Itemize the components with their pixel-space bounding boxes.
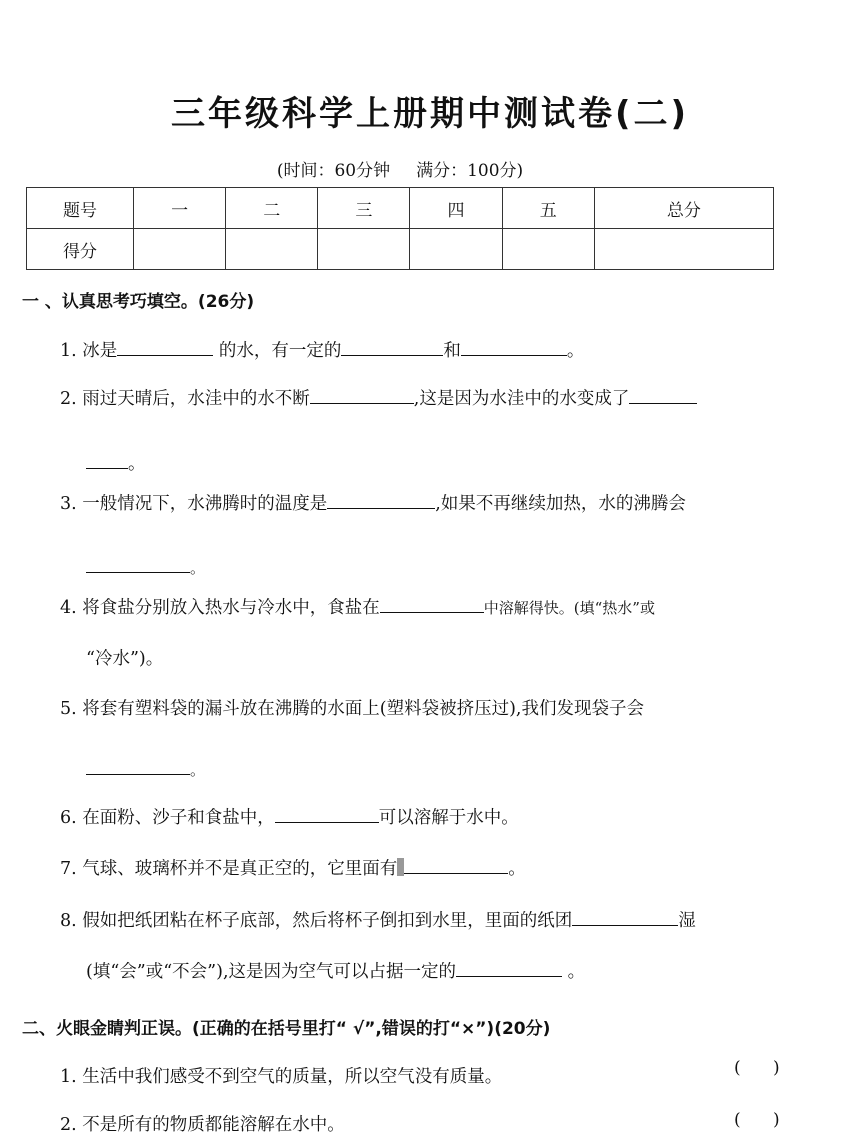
q1-text-b: 的水，有一定的 [213, 341, 342, 361]
score-table-score-row [27, 229, 774, 270]
q7-text-b: 。 [508, 859, 526, 879]
judge-item-1-answer[interactable]: ( ) [734, 1058, 780, 1078]
q6-blank-1[interactable] [275, 804, 379, 823]
q7-text-a: 7. 气球、玻璃杯并不是真正空的，它里面有 [60, 859, 398, 879]
q1-text-c: 和 [443, 341, 461, 361]
score-table-col-total: 总分 [594, 188, 773, 229]
judge-item-2-text: 2. 不是所有的物质都能溶解在水中。 [60, 1115, 345, 1135]
section1-heading: 一 、认真思考巧填空。(26分) [22, 292, 255, 312]
question-8 [60, 907, 696, 934]
q8-text-c: (填“会”或“不会”),这是因为空气可以占据一定的 [86, 962, 457, 982]
q2-blank-2-cont[interactable] [86, 450, 128, 469]
q2-blank-1[interactable] [310, 385, 414, 404]
q6-text-a: 6. 在面粉、沙子和食盐中， [60, 808, 275, 828]
q8-text-a: 8. 假如把纸团粘在杯子底部，然后将杯子倒扣到水里，里面的纸团 [60, 911, 573, 931]
q6-text-b: 可以溶解于水中。 [378, 808, 519, 828]
q2-text-a: 2. 雨过天晴后，水洼中的水不断 [60, 389, 310, 409]
question-2 [60, 385, 697, 412]
q3-blank-2[interactable] [86, 554, 190, 573]
score-table-header-label: 题号 [27, 188, 134, 229]
score-table-col-4: 四 [410, 188, 502, 229]
q3-text-c: 。 [190, 559, 206, 577]
q4-text-b: 中溶解得快。(填“热水”或 [483, 599, 655, 617]
judge-item-2 [60, 1112, 345, 1138]
q2-text-b: ,这是因为水洼中的水变成了 [413, 389, 630, 409]
score-cell-1[interactable] [134, 229, 226, 270]
q4-text-a: 4. 将食盐分别放入热水与冷水中，食盐在 [60, 598, 380, 618]
score-table [26, 187, 774, 270]
judge-item-2-answer[interactable]: ( ) [734, 1110, 780, 1130]
section2-heading: 二、火眼金睛判正误。(正确的在括号里打“ √”,错误的打“×”)(20分) [22, 1019, 551, 1039]
q5-text-c: 。 [190, 761, 206, 779]
q1-text-d: 。 [566, 341, 585, 361]
score-cell-4[interactable] [410, 229, 502, 270]
question-1 [60, 337, 584, 364]
question-5-continued [86, 756, 205, 783]
score-cell-total[interactable] [594, 229, 773, 270]
q2-blank-2[interactable] [629, 385, 697, 404]
question-7 [60, 855, 526, 882]
score-table-col-3: 三 [318, 188, 410, 229]
exam-time: (时间：60分钟 [276, 161, 391, 181]
q2-text-c: 。 [128, 454, 146, 474]
q1-blank-2[interactable] [341, 337, 443, 356]
score-cell-2[interactable] [226, 229, 318, 270]
q3-text-b: ,如果不再继续加热，水的沸腾会 [435, 494, 686, 514]
q8-blank-2[interactable] [456, 958, 562, 977]
judge-item-1 [60, 1064, 502, 1090]
question-5 [60, 696, 644, 722]
q5-blank-1[interactable] [86, 756, 190, 775]
question-8-continued [86, 958, 585, 985]
score-cell-3[interactable] [318, 229, 410, 270]
score-table-col-5: 五 [502, 188, 594, 229]
question-6 [60, 804, 519, 831]
score-cell-5[interactable] [502, 229, 594, 270]
q1-text-a: 1. 冰是 [60, 341, 118, 361]
q1-blank-1[interactable] [117, 337, 213, 356]
q8-blank-1[interactable] [572, 907, 678, 926]
q3-blank-1[interactable] [327, 490, 435, 509]
question-4 [60, 594, 655, 621]
score-table-row-label: 得分 [27, 229, 134, 270]
q4-blank-1[interactable] [380, 594, 484, 613]
question-2-continued [86, 450, 146, 477]
score-table-col-2: 二 [226, 188, 318, 229]
judge-item-1-text: 1. 生活中我们感受不到空气的质量，所以空气没有质量。 [60, 1067, 503, 1087]
q1-blank-3[interactable] [461, 337, 567, 356]
question-3 [60, 490, 686, 517]
text-cursor [397, 858, 404, 876]
q4-text-c: “冷水”)。 [86, 649, 164, 669]
exam-full-score: 满分：100分) [416, 161, 524, 181]
question-3-continued [86, 554, 205, 581]
q7-blank-1[interactable] [404, 855, 508, 874]
q8-text-b: 湿 [678, 911, 696, 931]
q5-text-a: 5. 将套有塑料袋的漏斗放在沸腾的水面上(塑料袋被挤压过),我们发现袋子会 [60, 699, 644, 719]
exam-info [0, 156, 800, 181]
q3-text-a: 3. 一般情况下，水沸腾时的温度是 [60, 494, 328, 514]
page-title: 三年级科学上册期中测试卷(二) [170, 94, 690, 134]
question-4-continued [86, 646, 163, 672]
q8-text-d: 。 [562, 962, 586, 982]
score-table-header-row [27, 188, 774, 229]
score-table-col-1: 一 [134, 188, 226, 229]
